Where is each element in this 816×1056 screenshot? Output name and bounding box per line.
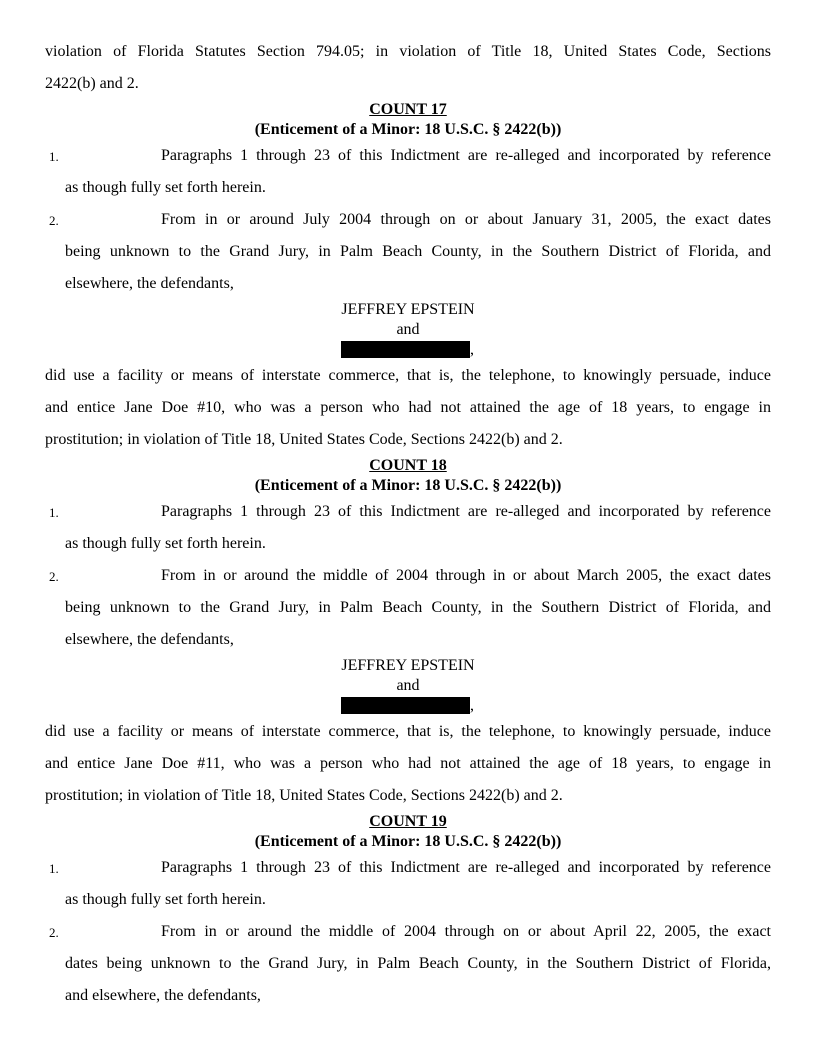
count-17-para-1-line-1: Paragraphs 1 through 23 of this Indictment are re-alleged and incorporated by reference [161,147,771,164]
count-17-redacted-defendant [341,340,474,360]
count-18-para-2-line-2: being unknown to the Grand Jury, in Palm Beach County, in the Southern District of Florida, and [65,599,771,616]
redaction-comma: , [470,697,474,714]
count-17-and: and [396,321,420,338]
redaction-bar [341,697,470,714]
count-19-para-1-line-1: Paragraphs 1 through 23 of this Indictment are re-alleged and incorporated by reference [161,859,771,876]
count-19-para-2-line-3: and elsewhere, the defendants, [65,987,261,1004]
count-19-para-2-number: 2. [49,925,59,940]
count-19-heading: COUNT 19 [369,813,447,830]
count-17-charge-line-2: and entice Jane Doe #10, who was a person who had not attained the age of 18 years, to engage in [45,399,771,416]
count-18-heading: COUNT 18 [369,457,447,474]
count-18-para-2-line-1: From in or around the middle of 2004 through in or about March 2005, the exact dates [161,567,771,584]
intro-line-1: violation of Florida Statutes Section 794.05; in violation of Title 18, United States Code, Sections [45,43,771,60]
count-19-para-2-line-2: dates being unknown to the Grand Jury, in Palm Beach County, in the Southern District of Florida, [65,955,771,972]
redaction-bar [341,341,470,358]
count-18-para-1-number: 1. [49,505,59,520]
count-18-charge-line-2: and entice Jane Doe #11, who was a person who had not attained the age of 18 years, to engage in [45,755,771,772]
count-18-redacted-defendant [341,696,474,716]
count-17-para-1-line-2: as though fully set forth herein. [65,179,266,196]
count-18-para-1-line-2: as though fully set forth herein. [65,535,266,552]
count-18-para-1-line-1: Paragraphs 1 through 23 of this Indictment are re-alleged and incorporated by reference [161,503,771,520]
count-17-defendant-name: JEFFREY EPSTEIN [341,301,475,318]
count-19-subheading: (Enticement of a Minor: 18 U.S.C. § 2422(b)) [254,833,562,850]
count-17-para-2-line-3: elsewhere, the defendants, [65,275,234,292]
count-18-para-2-number: 2. [49,569,59,584]
count-19-para-1-number: 1. [49,861,59,876]
count-17-charge-line-1: did use a facility or means of interstate commerce, that is, the telephone, to knowingly persuade, induce [45,367,771,384]
count-18-charge-line-3: prostitution; in violation of Title 18, United States Code, Sections 2422(b) and 2. [45,787,563,804]
count-18-defendant-name: JEFFREY EPSTEIN [341,657,475,674]
count-18-para-2-line-3: elsewhere, the defendants, [65,631,234,648]
count-17-para-2-number: 2. [49,213,59,228]
count-17-para-1-number: 1. [49,149,59,164]
count-17-subheading: (Enticement of a Minor: 18 U.S.C. § 2422(b)) [254,121,562,138]
count-18-subheading: (Enticement of a Minor: 18 U.S.C. § 2422(b)) [254,477,562,494]
count-18-and: and [396,677,420,694]
count-17-para-2-line-1: From in or around July 2004 through on or about January 31, 2005, the exact dates [161,211,771,228]
intro-line-2: 2422(b) and 2. [45,75,139,92]
count-17-charge-line-3: prostitution; in violation of Title 18, United States Code, Sections 2422(b) and 2. [45,431,563,448]
count-19-para-2-line-1: From in or around the middle of 2004 through on or about April 22, 2005, the exact [161,923,771,940]
redaction-comma: , [470,341,474,358]
count-17-heading: COUNT 17 [369,101,447,118]
count-19-para-1-line-2: as though fully set forth herein. [65,891,266,908]
count-18-charge-line-1: did use a facility or means of interstate commerce, that is, the telephone, to knowingly persuade, induce [45,723,771,740]
count-17-para-2-line-2: being unknown to the Grand Jury, in Palm Beach County, in the Southern District of Florida, and [65,243,771,260]
